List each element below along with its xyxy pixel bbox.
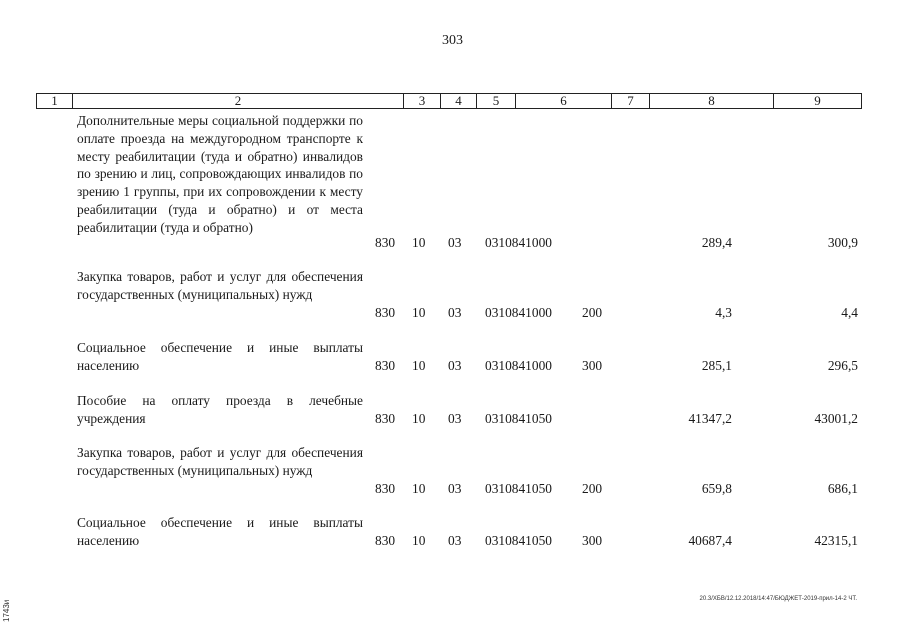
row-col-9: 4,4 (841, 305, 858, 320)
row-col-8: 40687,4 (688, 533, 732, 548)
header-col-1: 1 (37, 94, 73, 108)
row-col-9: 686,1 (827, 481, 858, 496)
row-col-9: 300,9 (827, 235, 858, 250)
row-description: Социальное обеспечение и иные выплаты населению (77, 340, 363, 373)
row-col-8: 659,8 (701, 481, 732, 496)
row-description: Социальное обеспечение и иные выплаты населению (77, 515, 363, 548)
row-col-8: 289,4 (701, 235, 732, 250)
row-col-9: 42315,1 (814, 533, 858, 548)
row-col-3: 830 (375, 235, 396, 250)
column-number-header (36, 93, 862, 109)
row-col-6: 0310841050 (485, 533, 552, 548)
row-col-4: 10 (412, 235, 426, 250)
header-col-6: 6 (516, 94, 612, 108)
row-col-6: 0310841050 (485, 481, 552, 496)
row-col-4: 10 (412, 358, 426, 373)
row-col-8: 41347,2 (688, 411, 732, 426)
row-col-5: 03 (448, 533, 462, 548)
row-description: Закупка товаров, работ и услуг для обеспечения государственных (муниципальных) нужд (77, 445, 363, 478)
footer-stamp: 20.3/ХБВ/12.12.2018/14:47/БЮДЖЕТ-2019-прил-14-2 ЧТ. (699, 596, 857, 602)
row-col-3: 830 (375, 533, 396, 548)
row-col-8: 4,3 (715, 305, 732, 320)
row-col-9: 296,5 (827, 358, 858, 373)
row-col-6: 0310841000 (485, 358, 552, 373)
row-description: Пособие на оплату проезда в лечебные учреждения (77, 393, 363, 426)
row-col-5: 03 (448, 411, 462, 426)
header-col-3: 3 (404, 94, 441, 108)
row-col-7: 300 (582, 358, 603, 373)
row-col-4: 10 (412, 411, 426, 426)
row-col-3: 830 (375, 481, 396, 496)
header-col-9: 9 (814, 93, 821, 108)
header-col-5: 5 (477, 94, 516, 108)
row-col-7: 300 (582, 533, 603, 548)
header-col-8: 8 (650, 94, 774, 108)
row-col-6: 0310841000 (485, 305, 552, 320)
row-col-5: 03 (448, 358, 462, 373)
page-number: 303 (442, 33, 463, 48)
row-col-5: 03 (448, 235, 462, 250)
row-col-4: 10 (412, 481, 426, 496)
row-col-6: 0310841000 (485, 235, 552, 250)
header-col-7: 7 (612, 94, 650, 108)
row-col-7: 200 (582, 481, 603, 496)
row-col-3: 830 (375, 411, 396, 426)
row-col-3: 830 (375, 305, 396, 320)
row-col-9: 43001,2 (814, 411, 858, 426)
row-col-5: 03 (448, 305, 462, 320)
row-col-4: 10 (412, 305, 426, 320)
row-col-3: 830 (375, 358, 396, 373)
row-col-7: 200 (582, 305, 603, 320)
header-col-2: 2 (73, 94, 404, 108)
row-col-4: 10 (412, 533, 426, 548)
row-col-8: 285,1 (701, 358, 732, 373)
side-code: 1743и (2, 599, 11, 622)
row-col-6: 0310841050 (485, 411, 552, 426)
row-description: Закупка товаров, работ и услуг для обеспечения государственных (муниципальных) нужд (77, 269, 363, 302)
row-description: Дополнительные меры социальной поддержки по оплате проезда на междугородном транспорте к месту реабилитации (туда и обратно) инвалидов по зрению и лиц, сопровождающих инвалидов по зрению 1 группы, при их сопровождении к месту реабилитации (туда и обратно) и от места реабилитации (туда и обратно) (77, 113, 363, 235)
row-col-5: 03 (448, 481, 462, 496)
header-col-4: 4 (441, 94, 477, 108)
